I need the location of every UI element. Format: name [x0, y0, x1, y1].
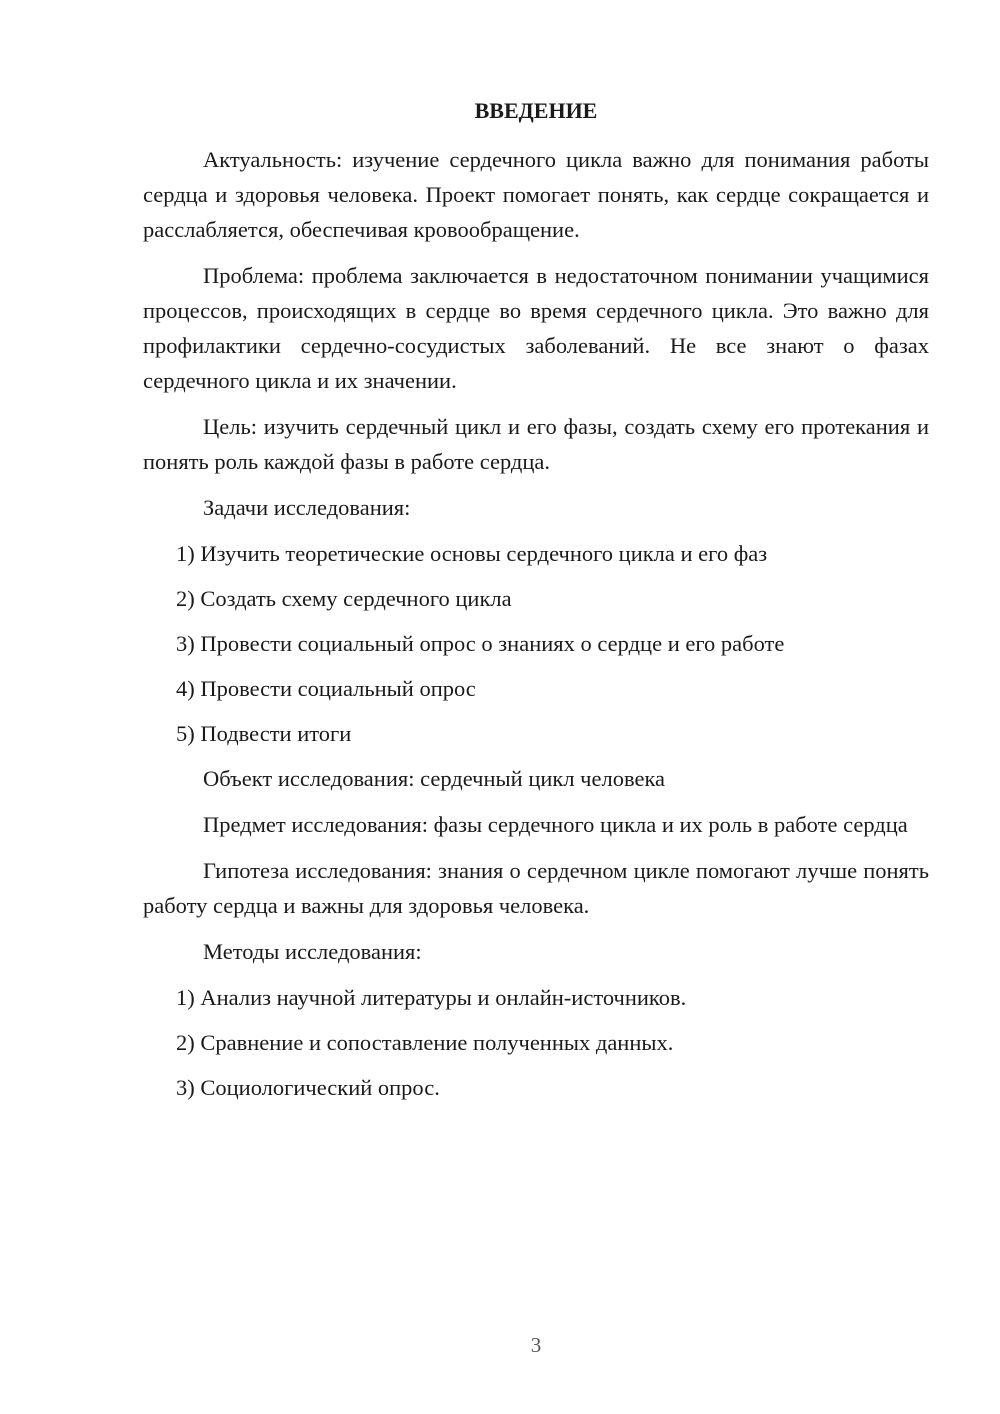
- goal-paragraph: Цель: изучить сердечный цикл и его фазы, создать схему его протекания и понять роль каждой фазы в работе сердца.: [143, 414, 929, 474]
- methods-heading: Методы исследования:: [203, 939, 422, 964]
- problem-paragraph: Проблема: проблема заключается в недостаточном понимании учащимися процессов, происходящих в сердце во время сердечного цикла. Это важно для профилактики сердечно-сосудистых заболеваний. Не все знают о фазах сердечного цикла и их значении.: [143, 263, 929, 393]
- list-item: 2) Создать схему сердечного цикла: [176, 586, 512, 611]
- list-item: 2) Сравнение и сопоставление полученных данных.: [176, 1030, 674, 1055]
- tasks-list: [143, 536, 929, 751]
- subject-paragraph: Предмет исследования: фазы сердечного цикла и их роль в работе сердца: [203, 812, 908, 837]
- hypothesis-paragraph: Гипотеза исследования: знания о сердечном цикле помогают лучше понять работу сердца и важны для здоровья человека.: [143, 858, 929, 918]
- page-number: 3: [530, 1333, 542, 1357]
- list-item: 1) Анализ научной литературы и онлайн-источников.: [176, 985, 687, 1010]
- list-item: 3) Провести социальный опрос о знаниях о сердце и его работе: [176, 631, 785, 656]
- page-content: [143, 93, 929, 1115]
- list-item: 1) Изучить теоретические основы сердечного цикла и его фаз: [176, 541, 768, 566]
- list-item: 3) Социологический опрос.: [176, 1075, 440, 1100]
- object-paragraph: Объект исследования: сердечный цикл человека: [203, 766, 666, 791]
- list-item: 4) Провести социальный опрос: [176, 676, 476, 701]
- page-title: ВВЕДЕНИЕ: [474, 98, 598, 123]
- methods-list: [143, 980, 929, 1105]
- list-item: 5) Подвести итоги: [176, 721, 352, 746]
- tasks-heading: Задачи исследования:: [203, 495, 411, 520]
- relevance-paragraph: Актуальность: изучение сердечного цикла важно для понимания работы сердца и здоровья человека. Проект помогает понять, как сердце сокращается и расслабляется, обеспечивая кровообращение.: [143, 147, 929, 242]
